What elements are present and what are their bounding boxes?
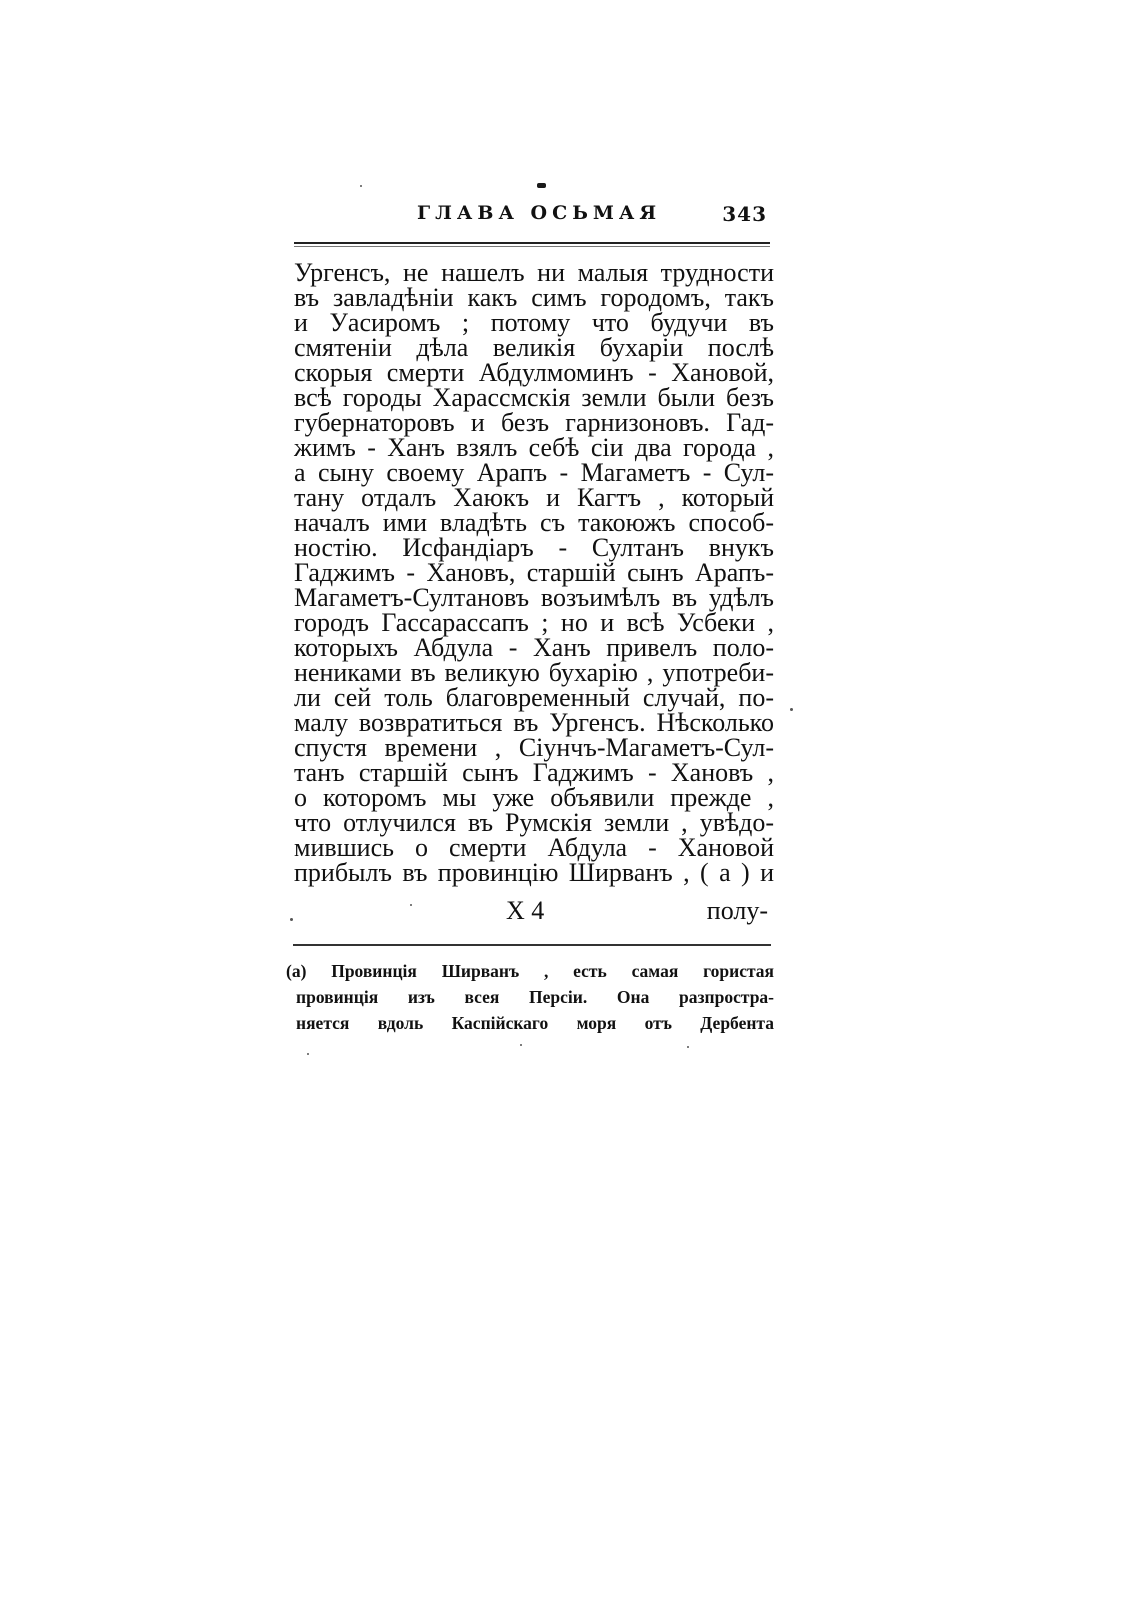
text-line: жимъ - Ханъ взялъ себѣ сіи два города , — [294, 433, 774, 462]
ink-speck — [360, 185, 362, 187]
footnote-line: (а) Провинція Ширванъ , есть самая гористая — [286, 961, 774, 981]
text-line: нениками въ великую бухарію , употреби- — [294, 658, 774, 687]
text-line: Ургенсъ, не нашелъ ни малыя трудности — [294, 258, 774, 287]
signature-mark: X 4 — [506, 896, 545, 925]
signature-row — [294, 896, 774, 926]
page-number: 343 — [722, 202, 767, 226]
text-line: губернаторовъ и безъ гарнизоновъ. Гад- — [294, 408, 774, 437]
footnote — [286, 958, 774, 1036]
footnote-line: няется вдоль Каспійскаго моря отъ Дербента — [296, 1013, 774, 1033]
ink-speck — [410, 904, 412, 906]
text-line: Гаджимъ - Хановъ, старшій сынъ Арапъ- — [294, 558, 774, 587]
running-title: ГЛАВА ОСЬМАЯ — [417, 202, 662, 224]
text-line: ностію. Исфандіаръ - Султанъ внукъ — [294, 533, 774, 562]
ink-speck — [307, 1053, 309, 1055]
ink-speck — [520, 1044, 522, 1046]
footnote-rule — [293, 944, 771, 946]
text-line: ли сей толь благовременный случай, по- — [294, 683, 774, 712]
text-line: что отлучился въ Румскія земли , увѣдо- — [294, 808, 774, 837]
text-line: смятеніи дѣла великія бухаріи послѣ — [294, 333, 774, 362]
text-line: танъ старшій сынъ Гаджимъ - Хановъ , — [294, 758, 774, 787]
text-line: а сыну своему Арапъ - Магаметъ - Сул- — [294, 458, 774, 487]
text-line: спустя времени , Сіунчъ-Магаметъ-Сул- — [294, 733, 774, 762]
ink-mark — [537, 183, 546, 188]
ink-speck — [790, 708, 793, 711]
text-line: тану отдалъ Хаюкъ и Кагтъ , который — [294, 483, 774, 512]
text-line: городъ Гассарассапъ ; но и всѣ Усбеки , — [294, 608, 774, 637]
catchword: полу- — [706, 896, 768, 925]
footnote-line: провинція изъ всея Персіи. Она разпростра- — [296, 987, 774, 1007]
text-line: мившись о смерти Абдула - Хановой — [294, 833, 774, 862]
text-line: которыхъ Абдула - Ханъ привелъ поло- — [294, 633, 774, 662]
text-line: о которомъ мы уже объявили прежде , — [294, 783, 774, 812]
text-line: началъ ими владѣть съ такоюжъ способ- — [294, 508, 774, 537]
page-header — [295, 200, 770, 234]
text-line: и Уасиромъ ; потому что будучи въ — [294, 308, 774, 337]
body-text — [294, 260, 774, 885]
header-rule — [294, 242, 770, 244]
text-line: скорыя смерти Абдулмоминъ - Хановой, — [294, 358, 774, 387]
text-line: малу возвратиться въ Ургенсъ. Нѣсколько — [294, 708, 774, 737]
text-line: всѣ городы Харассмскія земли были безъ — [294, 383, 774, 412]
text-line: въ завладѣніи какъ симъ городомъ, такъ — [294, 283, 774, 312]
ink-speck — [687, 1046, 689, 1048]
text-line: Магаметъ-Султановъ возъимѣлъ въ удѣлъ — [294, 583, 774, 612]
ink-speck — [290, 918, 293, 921]
text-line: прибылъ въ провинцію Ширванъ , ( а ) и — [294, 858, 774, 887]
